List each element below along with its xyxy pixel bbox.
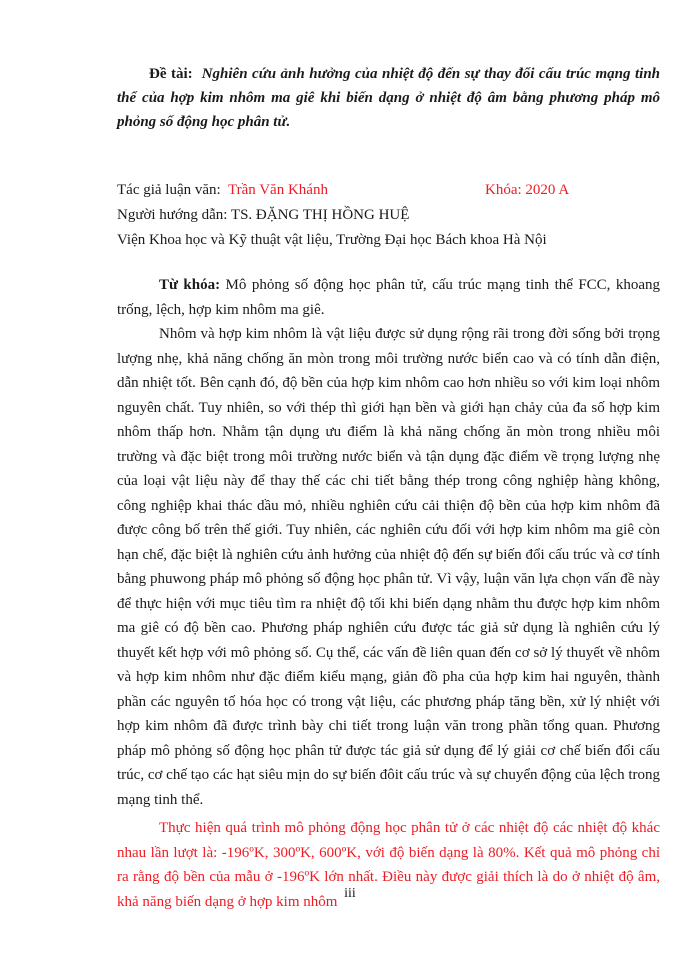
course-label: Khóa: 2020 A (485, 182, 570, 198)
keywords-paragraph (117, 273, 660, 322)
thesis-meta (117, 178, 660, 253)
title-label: Đề tài: (149, 66, 193, 82)
abstract-body (117, 273, 660, 914)
author-label: Tác giả luận văn: (117, 182, 221, 198)
advisor-row: Người hướng dẫn: TS. ĐẶNG THỊ HỒNG HUỆ (117, 207, 410, 223)
thesis-title (117, 62, 660, 134)
results-paragraph: Thực hiện quá trình mô phỏng động học phân tử ở các nhiệt độ các nhiệt độ khác nhau lần lượt là: -196ºK, 300ºK, 600ºK, với độ biến dạng là 80%. Kết quả mô phỏng chỉ ra rằng độ bền của mẫu ở -196ºK lớn nhất. Điều này được giải thích là do ở nhiệt độ âm, khả năng biến dạng ở hợp kim nhôm (117, 820, 660, 910)
keywords-text: Mô phỏng số động học phân tử, cấu trúc mạng tinh thể FCC, khoang trống, lệch, hợp kim nhôm ma giê. (117, 277, 661, 318)
body-paragraph: Nhôm và hợp kim nhôm là vật liệu được sử dụng rộng rãi trong đời sống bởi trọng lượng nhẹ, khả năng chống ăn mòn trong môi trường nước biển cao và có tính dẫn điện, dẫn nhiệt tốt. Bên cạnh đó, độ bền của hợp kim nhôm cao hơn nhiều so với kim loại nhôm nguyên chất. Tuy nhiên, so với thép thì giới hạn bền và giới hạn chảy của đa số hợp kim nhôm thấp hơn. Nhằm tận dụng ưu điểm là khả năng chống ăn mòn trong nhiều môi trường và đặc biệt trong môi trường nước biển và tận dụng đặc điểm về trọng lượng nhẹ của loại vật liệu này để thay thế các chi tiết bằng thép trong công nghiệp hàng không, công nghiệp khai thác dầu mỏ, nhiều nghiên cứu cải thiện độ bền của hợp kim nhôm đã được công bố trên thế giới. Tuy nhiên, các nghiên cứu đối với hợp kim nhôm ma giê còn hạn chế, đặc biệt là nghiên cứu ảnh hưởng của nhiệt độ đến sự biến đổi cấu trúc và cơ tính bằng phuwong pháp mô phỏng số động học phân tử. Vì vậy, luận văn lựa chọn vấn đề này để thực hiện với mục tiêu tìm ra nhiệt độ tối khi biến dạng nhằm thu được hợp kim nhôm ma giê có độ bền cao. Phương pháp nghiên cứu được tác giả sử dụng là nghiên cứu lý thuyết kết hợp với mô phỏng số. Cụ thể, các vấn đề liên quan đến cơ sở lý thuyết về nhôm và hợp kim nhôm như đặc điểm kiểu mạng, giản đồ pha của hợp kim hai nguyên, thành phần các nguyên tố hóa học có trong vật liệu, các phương pháp tăng bền, xử lý nhiệt với hợp kim nhôm đã được trình bày chi tiết trong luận văn trong phần tổng quan. Phương pháp mô phỏng số động học phân tử được tác giả sử dụng để lý giải cơ chế biến đổi cấu trúc, cơ chế tạo các hạt siêu mịn do sự biến đôit cấu trúc và sự chuyển động của lệch trong mạng tinh thể. (117, 326, 660, 808)
institution-row: Viện Khoa học và Kỹ thuật vật liệu, Trường Đại học Bách khoa Hà Nội (117, 232, 547, 248)
document-page (117, 62, 660, 914)
keywords-label: Từ khóa: (159, 277, 221, 293)
author-row (117, 178, 660, 203)
title-topic: Nghiên cứu ảnh hưởng của nhiệt độ đến sự thay đổi cấu trúc mạng tinh thể của hợp kim nhôm ma giê khi biến dạng ở nhiệt độ âm bằng phương pháp mô phỏng số động học phân tử. (117, 66, 661, 130)
page-number: iii (344, 886, 356, 901)
author-name: Trần Văn Khánh (227, 182, 328, 198)
